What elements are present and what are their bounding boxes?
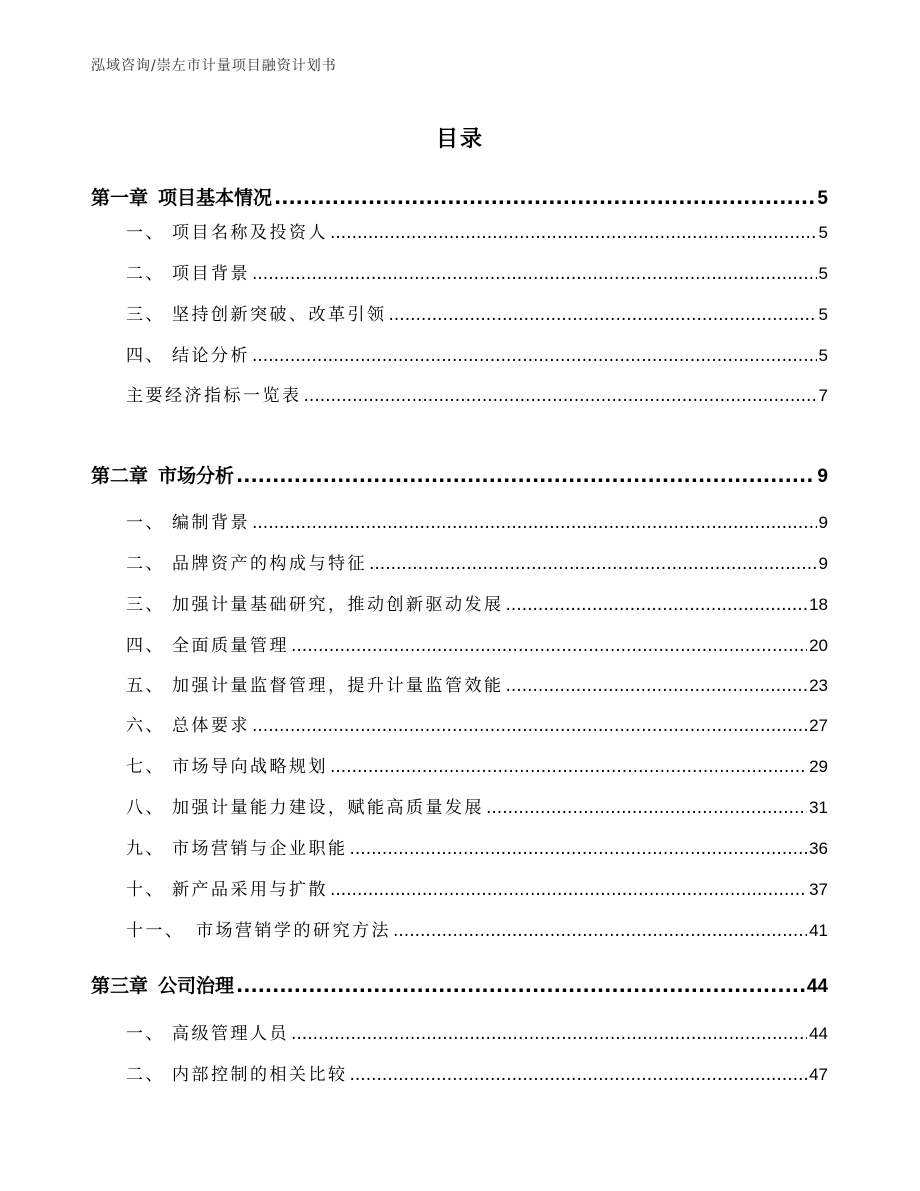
toc-page-number: 18 [809,595,828,614]
toc-page-number: 9 [818,513,828,532]
dot-leader [252,716,807,736]
toc-section-entry[interactable] [126,341,828,367]
toc-entry-title: 市场营销与企业职能 [172,839,348,859]
toc-page-number: 5 [818,305,828,324]
toc-section-entry[interactable] [126,300,828,326]
dot-leader [350,1065,808,1085]
toc-section-number: 一、 [126,513,165,533]
toc-page-number: 9 [818,554,828,573]
toc-section-number: 三、 [126,305,165,325]
toc-page-number: 5 [818,264,828,283]
dot-leader [304,386,817,406]
toc-entry-title: 项目名称及投资人 [172,223,328,243]
toc-chapter-entry[interactable] [91,971,828,999]
dot-leader [252,264,817,284]
toc-section-entry[interactable] [126,549,828,575]
toc-section-number: 一、 [126,223,165,243]
dot-leader [291,1024,807,1044]
dot-leader [236,975,805,997]
toc-section-number: 一、 [126,1024,165,1044]
toc-chapter-entry[interactable] [91,461,828,489]
toc-page-number: 5 [817,188,828,209]
toc-page-number: 41 [809,921,828,940]
dot-leader [274,187,815,209]
toc-section-entry[interactable] [126,711,828,737]
toc-entry-title: 加强计量基础研究，推动创新驱动发展 [172,595,504,615]
dot-leader [506,676,808,696]
toc-section-entry[interactable] [126,590,828,616]
dot-leader [252,346,817,366]
toc-section-number: 六、 [126,716,165,736]
toc-page-number: 44 [809,1024,828,1043]
toc-entry-title: 公司治理 [158,975,235,997]
toc-section-number: 九、 [126,839,165,859]
toc-page-number: 23 [809,676,828,695]
toc-section-number: 二、 [126,264,165,284]
toc-entry-title: 坚持创新突破、改革引领 [172,305,387,325]
toc-chapter-entry[interactable] [91,183,828,211]
toc-page-number: 20 [809,636,828,655]
toc-section-entry[interactable] [126,631,828,657]
toc-entry-title: 市场分析 [158,465,235,487]
toc-section-number: 二、 [126,1065,165,1085]
toc-entry-title: 市场营销学的研究方法 [196,921,391,941]
toc-entry-title: 主要经济指标一览表 [126,386,302,406]
toc-entry-title: 全面质量管理 [172,636,289,656]
toc-section-entry[interactable] [126,508,828,534]
running-header: 泓域咨询/崇左市计量项目融资计划书 [91,58,337,74]
page-title: 目录 [435,127,484,152]
toc-section-entry[interactable] [126,875,828,901]
toc-chapter-number: 第一章 [91,187,149,209]
toc-page-number: 44 [806,976,828,997]
toc-page-number: 27 [809,716,828,735]
toc-section-number: 十、 [126,880,165,900]
dot-leader [393,921,807,941]
toc-section-number: 七、 [126,757,165,777]
toc-section-entry[interactable] [126,218,828,244]
toc-page-number: 5 [818,346,828,365]
dot-leader [330,880,807,900]
toc-entry-title: 品牌资产的构成与特征 [172,554,367,574]
toc-page-number: 5 [818,223,828,242]
dot-leader [486,798,807,818]
dot-leader [252,513,817,533]
toc-page-number: 7 [818,386,828,405]
dot-leader [369,554,817,574]
dot-leader [330,223,817,243]
toc-page-number: 37 [809,880,828,899]
toc-page-number: 29 [809,757,828,776]
toc-page-number: 47 [809,1065,828,1084]
toc-section-entry[interactable] [126,916,828,942]
dot-leader [506,595,808,615]
toc-page-number: 31 [809,798,828,817]
toc-section-number: 四、 [126,636,165,656]
toc-entry-title: 加强计量监督管理，提升计量监管效能 [172,676,504,696]
dot-leader [330,757,807,777]
toc-section-entry[interactable] [126,671,828,697]
toc-entry-title: 编制背景 [172,513,250,533]
toc-page-number: 36 [809,839,828,858]
toc-section-entry[interactable] [126,1060,828,1086]
dot-leader [291,636,807,656]
toc-section-number: 五、 [126,676,165,696]
dot-leader [350,839,808,859]
toc-section-number: 二、 [126,554,165,574]
toc-section-number: 三、 [126,595,165,615]
toc-section-entry[interactable] [126,1019,828,1045]
toc-section-entry[interactable] [126,381,828,407]
toc-section-number: 十一、 [126,921,185,941]
toc-section-entry[interactable] [126,259,828,285]
dot-leader [236,465,815,487]
dot-leader [389,305,817,325]
toc-page-number: 9 [817,466,828,487]
toc-entry-title: 高级管理人员 [172,1024,289,1044]
toc-entry-title: 项目基本情况 [158,187,273,209]
toc-entry-title: 加强计量能力建设，赋能高质量发展 [172,798,484,818]
toc-section-entry[interactable] [126,834,828,860]
toc-section-number: 八、 [126,798,165,818]
toc-section-entry[interactable] [126,752,828,778]
toc-entry-title: 内部控制的相关比较 [172,1065,348,1085]
toc-entry-title: 结论分析 [172,346,250,366]
toc-entry-title: 项目背景 [172,264,250,284]
toc-chapter-number: 第二章 [91,465,149,487]
toc-chapter-number: 第三章 [91,975,149,997]
toc-section-entry[interactable] [126,793,828,819]
toc-entry-title: 市场导向战略规划 [172,757,328,777]
toc-entry-title: 总体要求 [172,716,250,736]
toc-section-number: 四、 [126,346,165,366]
toc-entry-title: 新产品采用与扩散 [172,880,328,900]
